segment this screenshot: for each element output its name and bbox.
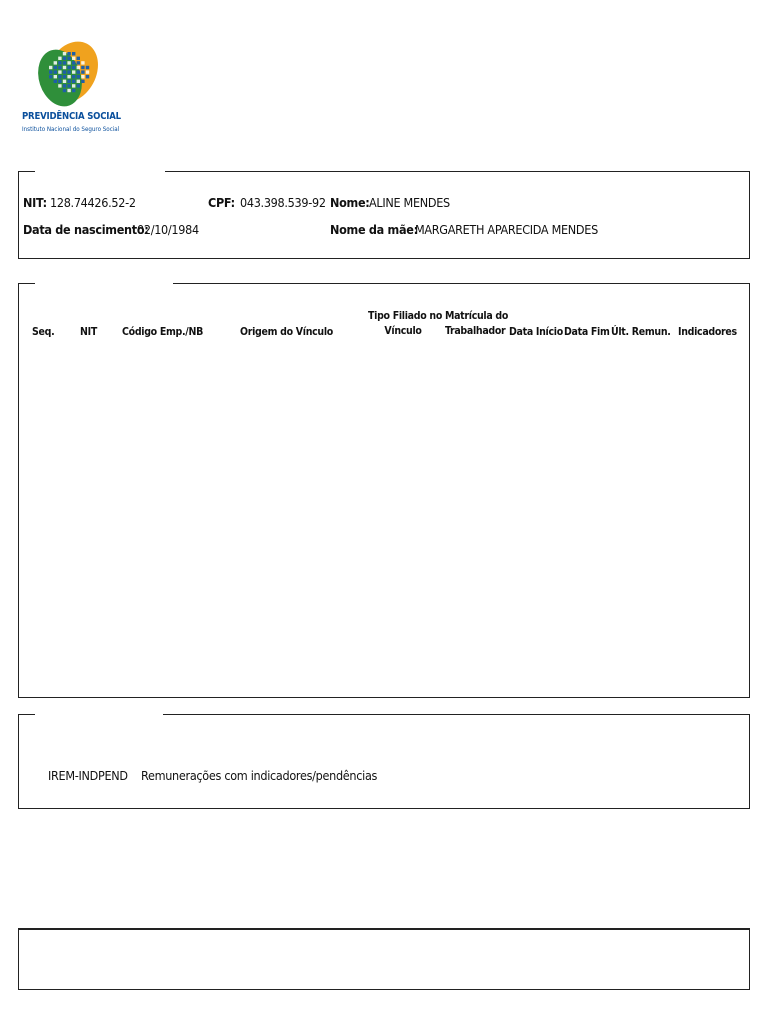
col-header-indicadores: Indicadores bbox=[678, 326, 737, 338]
links-table-panel bbox=[18, 283, 750, 698]
birth-date-label: Data de nascimento: bbox=[23, 222, 149, 237]
name-label: Nome: bbox=[330, 195, 370, 210]
pendencies-panel bbox=[18, 714, 750, 809]
previdencia-social-logo bbox=[20, 38, 121, 142]
col-header-ult-remun: Últ. Remun. bbox=[611, 326, 671, 338]
col-header-nit: NIT bbox=[80, 326, 97, 338]
previdencia-social-emblem-icon bbox=[32, 38, 102, 110]
col-header-matricula-line2: Trabalhador bbox=[445, 325, 506, 337]
identification-panel bbox=[18, 171, 750, 259]
name-value: ALINE MENDES bbox=[369, 195, 450, 210]
col-header-matricula bbox=[445, 309, 509, 339]
pendency-description: Remunerações com indicadores/pendências bbox=[141, 768, 378, 783]
col-header-codigo-emp-nb: Código Emp./NB bbox=[122, 326, 203, 338]
col-header-tipo-filiado-line1: Tipo Filiado no bbox=[368, 310, 443, 322]
logo-subtitle-text: Instituto Nacional do Seguro Social bbox=[22, 126, 120, 133]
mother-name-label: Nome da mãe: bbox=[330, 222, 418, 237]
col-header-seq: Seq. bbox=[32, 326, 55, 338]
logo-brand-text: PREVIDÊNCIA SOCIAL bbox=[22, 111, 121, 122]
col-header-data-fim: Data Fim bbox=[564, 326, 610, 338]
col-header-data-inicio: Data Início bbox=[509, 326, 563, 338]
footer-panel bbox=[18, 928, 750, 990]
col-header-origem-vinculo: Origem do Vínculo bbox=[240, 326, 333, 338]
col-header-tipo-filiado-line2: Vínculo bbox=[384, 325, 422, 337]
mother-name-value: MARGARETH APARECIDA MENDES bbox=[415, 222, 598, 237]
col-header-matricula-line1: Matrícula do bbox=[445, 310, 509, 322]
cpf-value: 043.398.539-92 bbox=[240, 195, 326, 210]
pendency-code: IREM-INDPEND bbox=[48, 768, 128, 783]
nit-label: NIT: bbox=[23, 195, 47, 210]
birth-date-value: 02/10/1984 bbox=[137, 222, 199, 237]
cpf-label: CPF: bbox=[208, 195, 235, 210]
nit-value: 128.74426.52-2 bbox=[50, 195, 136, 210]
col-header-tipo-filiado bbox=[368, 309, 443, 339]
